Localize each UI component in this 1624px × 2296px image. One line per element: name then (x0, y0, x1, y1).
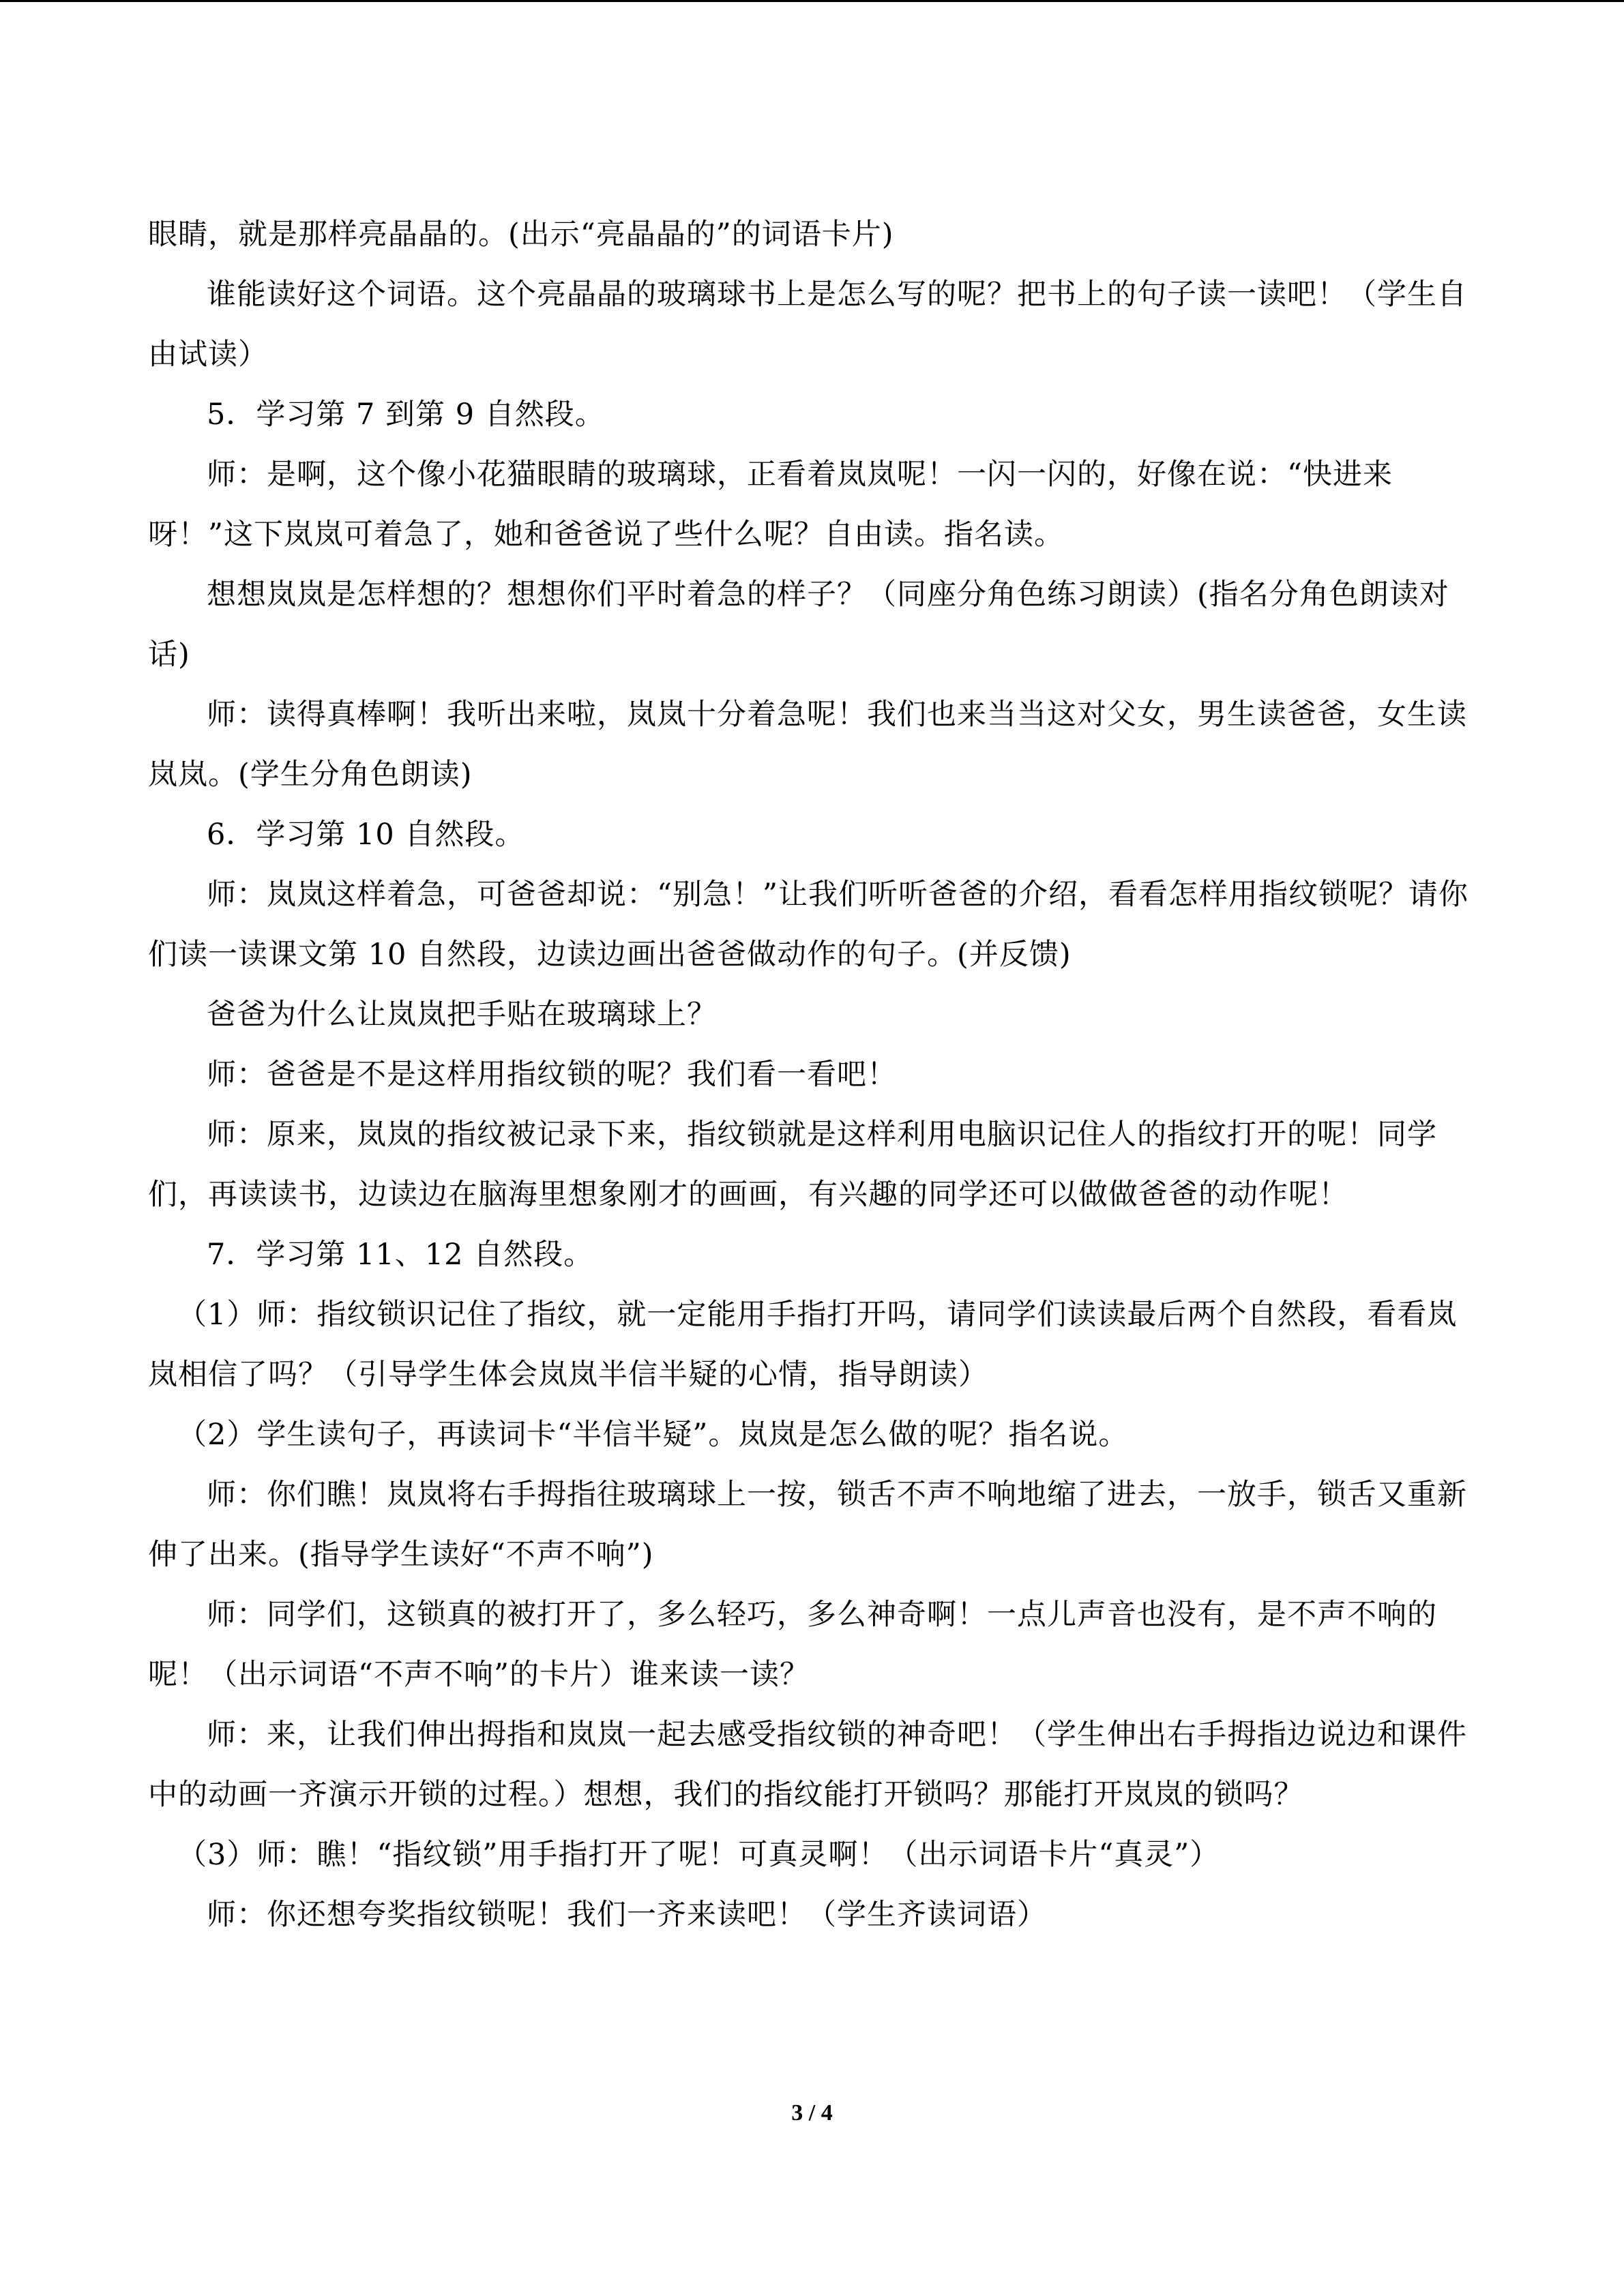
paragraph: 师：是啊，这个像小花猫眼睛的玻璃球，正看着岚岚呢！一闪一闪的，好像在说：“快进来呀！”这下岚岚可着急了，她和爸爸说了些什么呢？自由读。指名读。 (148, 458, 1393, 552)
section-heading: 6．学习第 10 自然段。 (207, 818, 525, 852)
paragraph: 谁能读好这个词语。这个亮晶晶的玻璃球书上是怎么写的呢？把书上的句子读一读吧！（学生自由试读） (148, 278, 1467, 372)
document-body (148, 205, 1475, 1945)
paragraph: 师：你们瞧！岚岚将右手拇指往玻璃球上一按，锁舌不声不响地缩了进去，一放手，锁舌又重新伸了出来。(指导学生读好“不声不响”) (148, 1478, 1467, 1572)
section-heading: 5．学习第 7 到第 9 自然段。 (207, 398, 605, 432)
paragraph: 眼睛，就是那样亮晶晶的。(出示“亮晶晶的”的词语卡片) (148, 218, 894, 252)
paragraph: （1）师：指纹锁识记住了指纹，就一定能用手指打开吗，请同学们读读最后两个自然段，看看岚岚相信了吗？（引导学生体会岚岚半信半疑的心情，指导朗读） (148, 1298, 1458, 1392)
paragraph: 想想岚岚是怎样想的？想想你们平时着急的样子？（同座分角色练习朗读）(指名分角色朗读对话) (148, 578, 1449, 672)
page-number: 3 / 4 (791, 2100, 833, 2126)
paragraph: 师：岚岚这样着急，可爸爸却说：“别急！”让我们听听爸爸的介绍，看看怎样用指纹锁呢？请你们读一读课文第 10 自然段，边读边画出爸爸做动作的句子。(并反馈) (148, 878, 1468, 972)
paragraph: 爸爸为什么让岚岚把手贴在玻璃球上？ (207, 998, 717, 1032)
paragraph: 师：来，让我们伸出拇指和岚岚一起去感受指纹锁的神奇吧！（学生伸出右手拇指边说边和课件中的动画一齐演示开锁的过程。）想想，我们的指纹能打开锁吗？那能打开岚岚的锁吗？ (148, 1718, 1467, 1812)
paragraph: 师：原来，岚岚的指纹被记录下来，指纹锁就是这样利用电脑识记住人的指纹打开的呢！同学们，再读读书，边读边在脑海里想象刚才的画画，有兴趣的同学还可以做做爸爸的动作呢！ (148, 1118, 1437, 1212)
paragraph: 师：同学们，这锁真的被打开了，多么轻巧，多么神奇啊！一点儿声音也没有，是不声不响的呢！（出示词语“不声不响”的卡片）谁来读一读？ (148, 1598, 1437, 1692)
paragraph: 师：你还想夸奖指纹锁呢！我们一齐来读吧！（学生齐读词语） (207, 1898, 1047, 1932)
paragraph: （3）师：瞧！“指纹锁”用手指打开了呢！可真灵啊！（出示词语卡片“真灵”） (177, 1838, 1220, 1872)
paragraph: 师：爸爸是不是这样用指纹锁的呢？我们看一看吧！ (207, 1058, 897, 1092)
section-heading: 7．学习第 11、12 自然段。 (207, 1238, 594, 1272)
paragraph: 师：读得真棒啊！我听出来啦，岚岚十分着急呢！我们也来当当这对父女，男生读爸爸，女生读岚岚。(学生分角色朗读) (148, 698, 1467, 792)
paragraph: （2）学生读句子，再读词卡“半信半疑”。岚岚是怎么做的呢？指名说。 (177, 1418, 1129, 1452)
top-border-line (0, 0, 1624, 2)
